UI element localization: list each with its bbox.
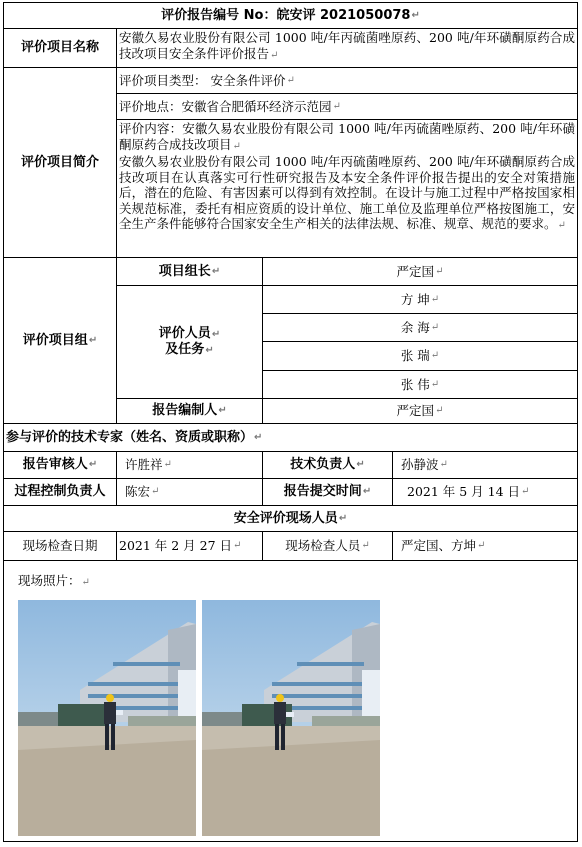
compiler-cell: 严定国 ↵	[262, 398, 578, 424]
site-photo-1	[18, 600, 196, 836]
brief-type: 评价项目类型： 安全条件评价	[119, 72, 286, 88]
auditor-cell: 许胜祥 ↵	[116, 451, 263, 479]
brief-content-cell	[116, 119, 578, 258]
process-label: 过程控制负责人	[14, 484, 106, 500]
onsite-date-cell: 2021 年 2 月 27 日 ↵	[116, 531, 263, 561]
leader-name: 严定国	[396, 263, 435, 279]
onsite-staff-label-cell: 现场检查人员 ↵	[262, 531, 393, 561]
process-label-cell	[3, 478, 117, 506]
project-name-cell	[116, 28, 578, 68]
members-label-2: 及任务	[165, 342, 205, 357]
submit-label-cell: 报告提交时间 ↵	[262, 478, 393, 506]
return-mark-icon: ↵	[270, 49, 279, 61]
auditor-label-cell: 报告审核人 ↵	[3, 451, 117, 479]
site-photo-image	[18, 600, 196, 836]
return-mark-icon: ↵	[286, 74, 295, 86]
photos-label-line: 现场照片：↵	[18, 573, 90, 588]
brief-type-cell	[116, 67, 578, 94]
tech-lead-label-cell: 技术负责人 ↵	[262, 451, 393, 479]
member-row: 余 海 ↵	[262, 313, 578, 342]
compiler-name: 严定国	[396, 403, 435, 419]
onsite-staff: 严定国、方坤	[401, 538, 477, 554]
experts-label: 参与评价的技术专家（姓名、资质或职称）	[6, 429, 254, 445]
leader-label-cell: 项目组长 ↵	[116, 257, 263, 286]
leader-cell: 严定国 ↵	[262, 257, 578, 286]
process-cell: 陈宏 ↵	[116, 478, 263, 506]
project-name-label: 评价项目名称	[20, 40, 99, 56]
onsite-title-row: 安全评价现场人员 ↵	[3, 505, 578, 532]
submit-label: 报告提交时间	[283, 484, 362, 500]
tech-lead-cell: 孙静波 ↵	[392, 451, 578, 479]
members-label-1: 评价人员	[158, 325, 211, 341]
auditor-label: 报告审核人	[22, 457, 88, 473]
project-name-label-cell	[3, 28, 117, 68]
process-name: 陈宏	[125, 484, 151, 500]
auditor-name: 许胜祥	[125, 457, 163, 473]
tech-lead-name: 孙静波	[401, 457, 439, 473]
submit-date: 2021 年 5 月 14 日	[407, 484, 521, 500]
photos-label: 现场照片：	[18, 573, 81, 588]
onsite-staff-cell: 严定国、方坤 ↵	[392, 531, 578, 561]
brief-location-cell	[116, 93, 578, 120]
onsite-title: 安全评价现场人员	[233, 510, 338, 526]
brief-content: 评价内容：安徽久易农业股份有限公司 1000 吨/年丙硫菌唑原药、200 吨/年环磺酮原药合成技改项目↵	[119, 121, 575, 152]
site-photo-image	[202, 600, 380, 836]
report-number-row	[3, 2, 578, 29]
onsite-date: 2021 年 2 月 27 日	[119, 538, 233, 554]
brief-label-cell	[3, 67, 117, 258]
member-row: 张 瑞 ↵	[262, 341, 578, 371]
brief-summary: 安徽久易农业股份有限公司 1000 吨/年丙硫菌唑原药、200 吨/年环磺酮原药合成技改项目在认真落实可行性研究报告及本安全条件评价报告提出的安全对策措施后，潜在的危险、有害因素可以得到有效控制。在设计与施工过程中严格按国家相关规范标准，委托有相应资质的设计单位、施工单位及监理单位严格按图施工，安全生产条件能够符合国家安全生产相关的法律法规、标准、规章、规范的要求。↵	[119, 154, 575, 231]
onsite-date-label-cell	[3, 531, 117, 561]
experts-row: 参与评价的技术专家（姓名、资质或职称） ↵	[3, 423, 578, 452]
members-label-cell: 评价人员↵ 及任务↵	[116, 285, 263, 399]
return-mark-icon: ↵	[411, 9, 420, 21]
report-number: 评价报告编号 No：皖安评 2021050078	[161, 7, 411, 23]
brief-label: 评价项目简介	[20, 154, 99, 170]
compiler-label-cell: 报告编制人 ↵	[116, 398, 263, 424]
project-name-value: 安徽久易农业股份有限公司 1000 吨/年丙硫菌唑原药、200 吨/年环磺酮原药合成技改项目安全条件评价报告	[119, 30, 575, 61]
onsite-date-label: 现场检查日期	[22, 538, 98, 554]
submit-cell: 2021 年 5 月 14 日 ↵	[392, 478, 578, 506]
team-label: 评价项目组	[22, 332, 88, 348]
leader-label: 项目组长	[158, 263, 211, 279]
onsite-staff-label: 现场检查人员	[285, 538, 361, 554]
compiler-label: 报告编制人	[152, 403, 218, 419]
tech-lead-label: 技术负责人	[290, 457, 356, 473]
site-photo-2	[202, 600, 380, 836]
return-mark-icon: ↵	[332, 100, 341, 112]
member-row: 方 坤 ↵	[262, 285, 578, 314]
brief-location: 评价地点：安徽省合肥循环经济示范园	[119, 98, 332, 114]
evaluation-info-sheet	[3, 2, 578, 842]
member-row: 张 伟 ↵	[262, 370, 578, 399]
team-label-cell: 评价项目组 ↵	[3, 257, 117, 424]
